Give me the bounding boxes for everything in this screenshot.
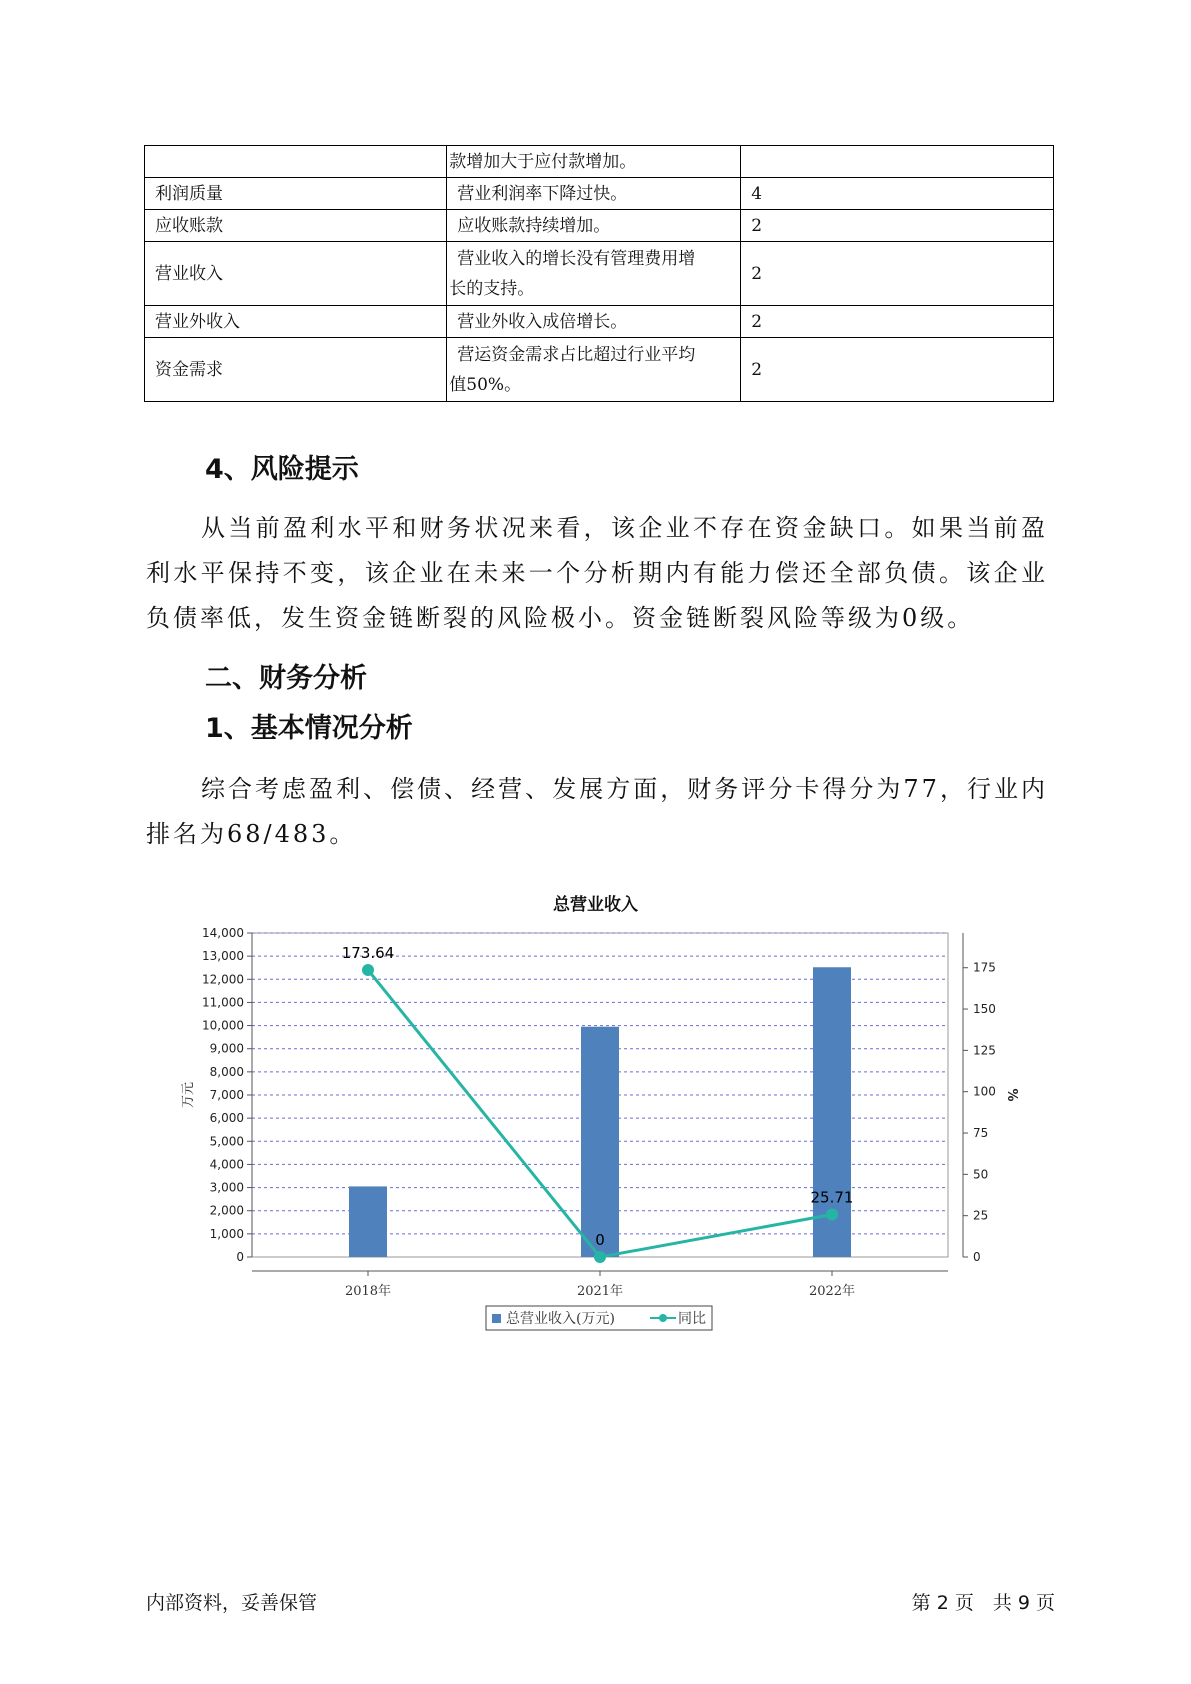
bar-0: [349, 1186, 387, 1257]
y-tick-label: 3,000: [209, 1180, 244, 1195]
y-right-tick-label: 175: [973, 960, 996, 975]
y-axis-label: 万元: [181, 1081, 196, 1109]
desc-line: 营业外收入成倍增长。: [457, 311, 628, 332]
y-right-tick-label: 25: [973, 1208, 989, 1223]
y-tick-label: 4,000: [209, 1157, 244, 1172]
y-tick-label: 9,000: [209, 1041, 244, 1056]
finance-heading: 二、财务分析: [205, 663, 367, 694]
yoy-label-0: 173.64: [341, 943, 395, 962]
y-right-tick-label: 100: [973, 1084, 996, 1099]
y-right-tick-label: 0: [973, 1250, 981, 1264]
risk-item-name: 营业外收入: [145, 306, 447, 338]
risk-item-score: 2: [741, 210, 1054, 242]
y-tick-label: 14,000: [202, 926, 244, 940]
finance-paragraph: 综合考虑盈利、偿债、经营、发展方面，财务评分卡得分为77，行业内排名为68/483。: [146, 775, 1048, 848]
bar-1: [581, 1027, 619, 1257]
y-tick-label: 8,000: [209, 1064, 244, 1079]
y-tick-label: 5,000: [209, 1134, 244, 1149]
x-tick-label: 2022年: [808, 1284, 856, 1299]
risk-item-name: 营业收入: [145, 242, 447, 306]
desc-line: 应收账款持续增加。: [457, 215, 611, 236]
risk-item-name: 应收账款: [145, 210, 447, 242]
risk-paragraph: 从当前盈利水平和财务状况来看，该企业不存在资金缺口。如果当前盈利水平保持不变，该企业在未来一个分析期内有能力偿还全部负债。该企业负债率低，发生资金链断裂的风险极小。资金链断裂风险等级为0级。: [146, 514, 1048, 632]
desc-line: 长的支持。: [449, 278, 535, 299]
yoy-point-2: [826, 1208, 838, 1220]
risk-item-score: 2: [741, 306, 1054, 338]
y-tick-label: 13,000: [202, 949, 244, 964]
desc-line: 营业利润率下降过快。: [457, 183, 628, 204]
yoy-point-0: [362, 964, 374, 976]
legend-line-marker: [659, 1314, 667, 1322]
x-tick-label: 2021年: [576, 1284, 624, 1299]
y-tick-label: 6,000: [209, 1111, 244, 1126]
risk-item-score: 2: [741, 242, 1054, 306]
y-tick-label: 11,000: [202, 995, 244, 1010]
risk-item-score: 4: [741, 178, 1054, 210]
risk-item-name: 利润质量: [145, 178, 447, 210]
y-tick-label: 0: [236, 1250, 244, 1264]
y-right-tick-label: 150: [973, 1002, 996, 1017]
y-tick-label: 1,000: [209, 1226, 244, 1241]
legend-bar-swatch: [492, 1314, 501, 1323]
y-right-tick-label: 125: [973, 1043, 996, 1058]
desc-line: 款增加大于应付款增加。: [449, 151, 637, 172]
y-tick-label: 7,000: [209, 1088, 244, 1102]
yoy-label-1: 0: [595, 1231, 605, 1249]
desc-line: 营业收入的增长没有管理费用增: [457, 248, 696, 269]
chart-title: 总营业收入: [553, 895, 638, 915]
y-right-axis-label: %: [1004, 1088, 1019, 1102]
desc-line: 营运资金需求占比超过行业平均: [457, 344, 696, 365]
y-right-tick-label: 50: [973, 1167, 989, 1182]
x-tick-label: 2018年: [344, 1284, 392, 1299]
footer-note: 内部资料，妥善保管: [146, 1592, 318, 1614]
page-number: 第 2 页 共 9 页: [911, 1592, 1055, 1614]
risk-heading: 4、风险提示: [205, 454, 359, 485]
y-tick-label: 10,000: [202, 1018, 244, 1033]
risk-item-name: 资金需求: [145, 338, 447, 402]
y-right-tick-label: 75: [973, 1126, 989, 1141]
legend-line-label: 同比: [678, 1311, 706, 1327]
yoy-point-1: [594, 1251, 606, 1263]
y-tick-label: 2,000: [209, 1203, 244, 1218]
yoy-label-2: 25.71: [810, 1188, 854, 1207]
legend-bar-label: 总营业收入(万元): [506, 1311, 615, 1327]
basic-analysis-heading: 1、基本情况分析: [205, 713, 413, 744]
risk-item-score: 2: [741, 338, 1054, 402]
desc-line: 值50%。: [449, 374, 522, 395]
y-tick-label: 12,000: [202, 972, 244, 987]
